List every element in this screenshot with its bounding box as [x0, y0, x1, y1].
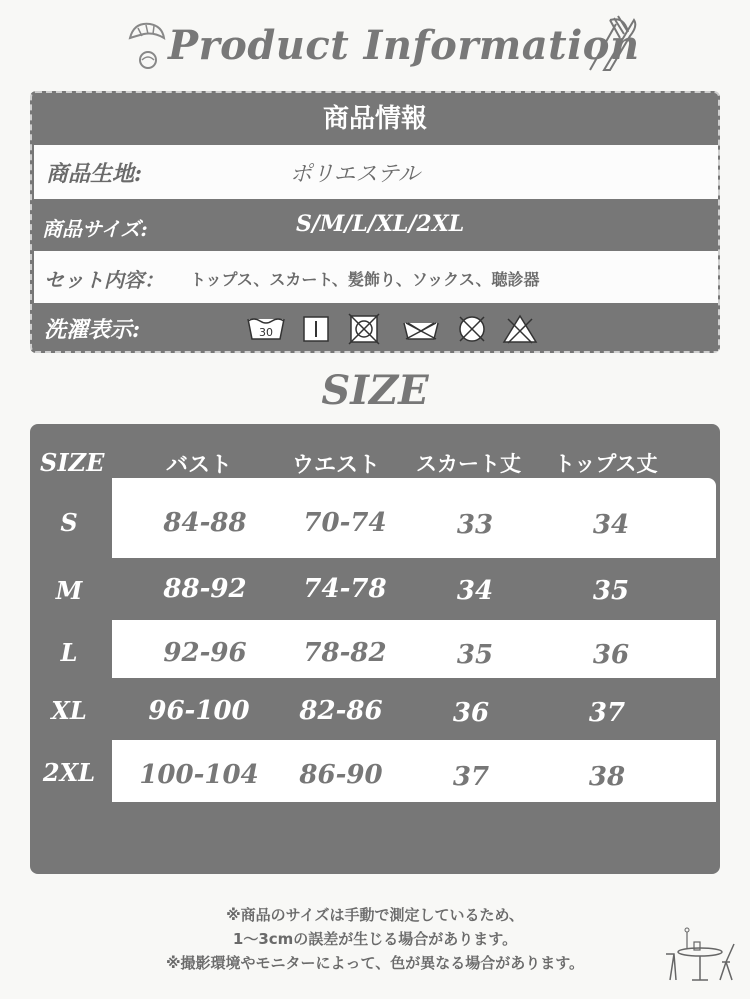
header-size: SIZE — [40, 448, 105, 477]
no-tumble-dry-icon — [348, 313, 380, 345]
bust-L: 92-96 — [163, 638, 247, 668]
fabric-row — [34, 145, 718, 199]
bust-M: 88-92 — [163, 574, 247, 604]
info-title: 商品情報 — [322, 104, 427, 134]
wash-30-icon — [246, 315, 286, 343]
fabric-value: ポリエステル — [290, 162, 421, 187]
size-section-title: SIZE — [321, 367, 429, 414]
size-L: L — [60, 638, 78, 667]
skirt-2XL: 37 — [452, 762, 490, 792]
no-bleach-triangle-icon — [502, 313, 538, 345]
no-bleach-x-icon — [456, 313, 488, 345]
bust-XL: 96-100 — [148, 696, 250, 726]
no-dryclean-icon — [402, 315, 440, 343]
page-title: Product Information — [168, 22, 640, 69]
size-table — [30, 424, 720, 874]
note-line-3: ※撮影環境やモニターによって、色が異なる場合があります。 — [165, 954, 585, 972]
wash-temp: 30 — [259, 326, 273, 339]
product-info-panel — [30, 91, 720, 353]
waist-M: 74-78 — [303, 574, 387, 604]
tops-L: 36 — [592, 640, 630, 670]
tops-2XL: 38 — [588, 762, 626, 792]
waist-2XL: 86-90 — [299, 760, 383, 790]
size-S: S — [60, 508, 78, 537]
set-label: セット内容： — [44, 268, 164, 292]
size-label: 商品サイズ: — [42, 217, 148, 241]
waist-L: 78-82 — [303, 638, 387, 668]
skirt-L: 35 — [456, 640, 494, 670]
cafe-table-icon — [660, 918, 740, 988]
header-skirt: スカート丈 — [416, 451, 521, 476]
waist-S: 70-74 — [303, 508, 387, 538]
care-row — [34, 303, 718, 351]
croissant-icon — [124, 16, 170, 76]
size-value: S/M/L/XL/2XL — [296, 211, 465, 237]
header-waist: ウエスト — [292, 452, 381, 478]
set-value: トップス、スカート、髪飾り、ソックス、聴診器 — [190, 270, 540, 289]
tops-M: 35 — [592, 576, 630, 606]
bust-S: 84-88 — [163, 508, 247, 538]
iron-icon — [302, 315, 330, 343]
bust-2XL: 100-104 — [139, 760, 259, 790]
header-bust: バスト — [166, 452, 233, 478]
skirt-XL: 36 — [452, 698, 490, 728]
waist-XL: 82-86 — [299, 696, 383, 726]
size-XL: XL — [51, 696, 87, 725]
care-label: 洗濯表示: — [44, 317, 141, 343]
set-row — [34, 251, 718, 303]
tops-XL: 37 — [588, 698, 626, 728]
cutlery-icon — [580, 12, 642, 74]
note-line-2: 1～3cmの誤差が生じる場合があります。 — [232, 930, 518, 948]
skirt-S: 33 — [456, 510, 494, 540]
size-M: M — [55, 576, 83, 605]
header-tops: トップス丈 — [554, 451, 658, 476]
fabric-label: 商品生地: — [46, 161, 143, 187]
size-2XL: 2XL — [42, 758, 96, 787]
note-line-1: ※商品のサイズは手動で測定しているため、 — [226, 906, 524, 924]
tops-S: 34 — [592, 510, 630, 540]
size-row — [34, 199, 718, 251]
skirt-M: 34 — [456, 576, 494, 606]
